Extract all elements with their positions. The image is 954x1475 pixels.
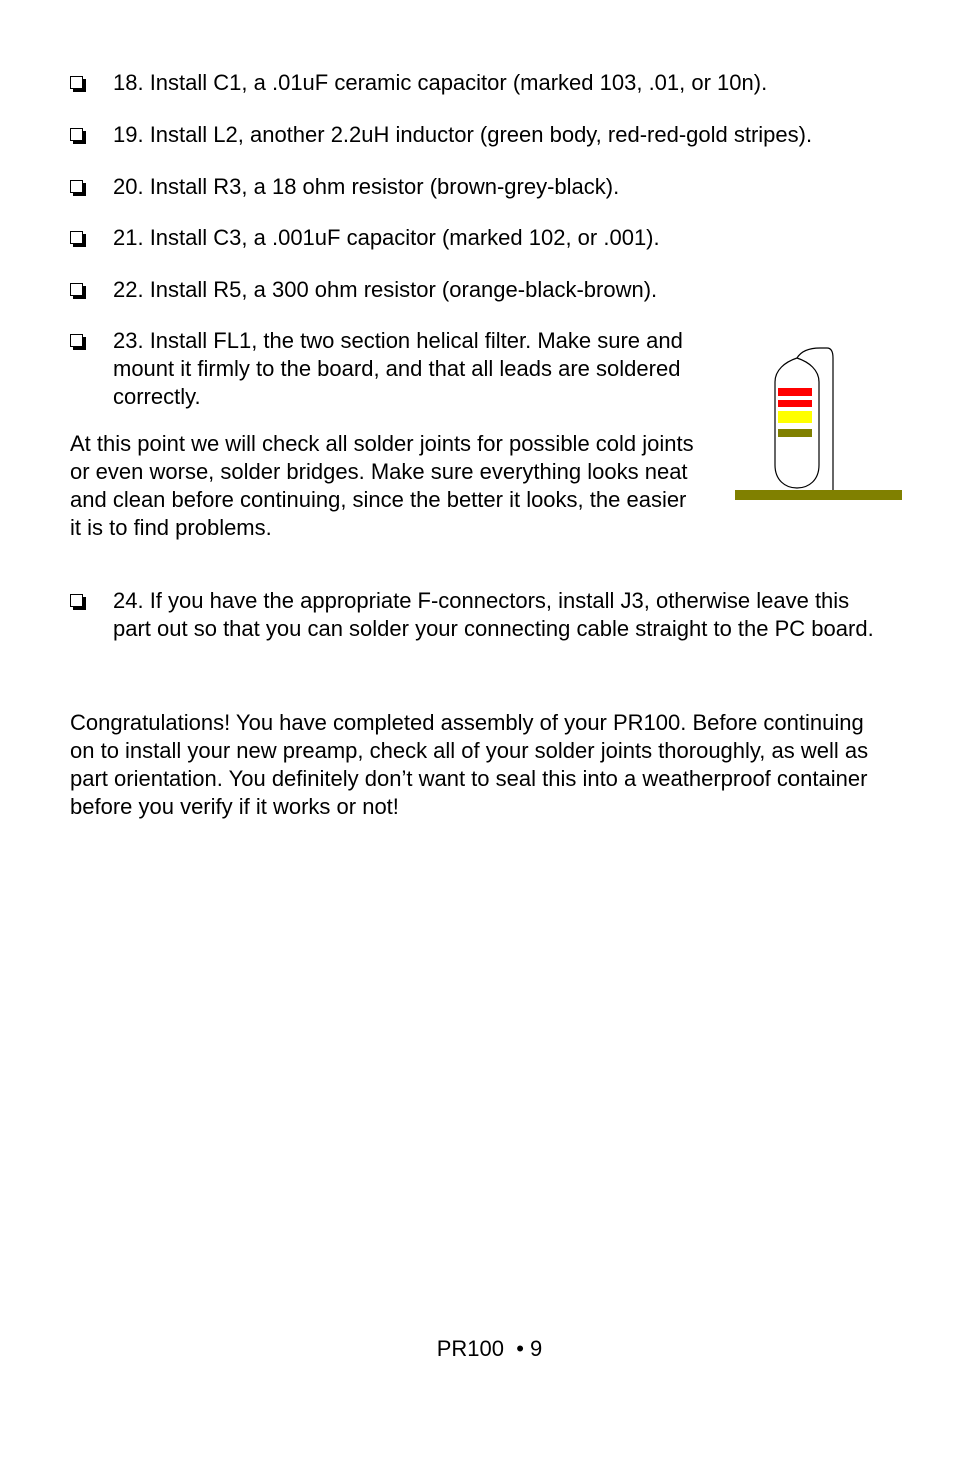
checkbox-step-20[interactable] — [70, 180, 83, 193]
step-18-text: 18. Install C1, a .01uF ceramic capacitor (marked 103, .01, or 10n). — [113, 70, 768, 95]
step-22-text: 22. Install R5, a 300 ohm resistor (orange-black-brown). — [113, 277, 658, 302]
step-18 — [70, 69, 910, 97]
step-20-text: 20. Install R3, a 18 ohm resistor (brown-grey-black). — [113, 174, 620, 199]
step-23-text: 23. Install FL1, the two section helical filter. Make sure and mount it firmly to the board, and that all leads are soldered correctly. — [113, 328, 683, 409]
pc-board — [735, 490, 902, 500]
step-20 — [70, 173, 910, 201]
checkbox-step-24[interactable] — [70, 594, 83, 607]
resistor-band-red-2 — [778, 400, 812, 407]
step-24-text: 24. If you have the appropriate F-connectors, install J3, otherwise leave this part out so that you can solder your connecting cable straight to the PC board. — [113, 588, 874, 641]
resistor-mounting-diagram — [730, 340, 905, 505]
resistor-band-red-1 — [778, 388, 812, 396]
step-23 — [70, 327, 710, 411]
checkbox-step-19[interactable] — [70, 128, 83, 141]
checkbox-step-23[interactable] — [70, 334, 83, 347]
checkbox-step-22[interactable] — [70, 283, 83, 296]
resistor-band-yellow — [778, 411, 812, 423]
checkbox-step-21[interactable] — [70, 231, 83, 244]
step-24 — [70, 587, 890, 643]
step-19 — [70, 121, 930, 149]
page-footer — [0, 1335, 954, 1363]
check-joints-paragraph: At this point we will check all solder joints for possible cold joints or even worse, solder bridges. Make sure everything looks neat and clean before continuing, since the better it looks, the easier it is to find problems. — [70, 431, 694, 540]
step-21-text: 21. Install C3, a .001uF capacitor (marked 102, or .001). — [113, 225, 660, 250]
congratulations-paragraph: Congratulations! You have completed assembly of your PR100. Before continuing on to install your new preamp, check all of your solder joints thoroughly, as well as part orientation. You definitely don’t want to seal this into a weatherproof container before you verify if it works or not! — [70, 710, 869, 819]
step-22 — [70, 276, 910, 304]
step-21 — [70, 224, 910, 252]
step-19-text: 19. Install L2, another 2.2uH inductor (green body, red-red-gold stripes). — [113, 122, 813, 147]
checkbox-step-18[interactable] — [70, 76, 83, 89]
resistor-band-olive — [778, 429, 812, 437]
page-number: PR100 • 9 — [436, 1336, 543, 1361]
